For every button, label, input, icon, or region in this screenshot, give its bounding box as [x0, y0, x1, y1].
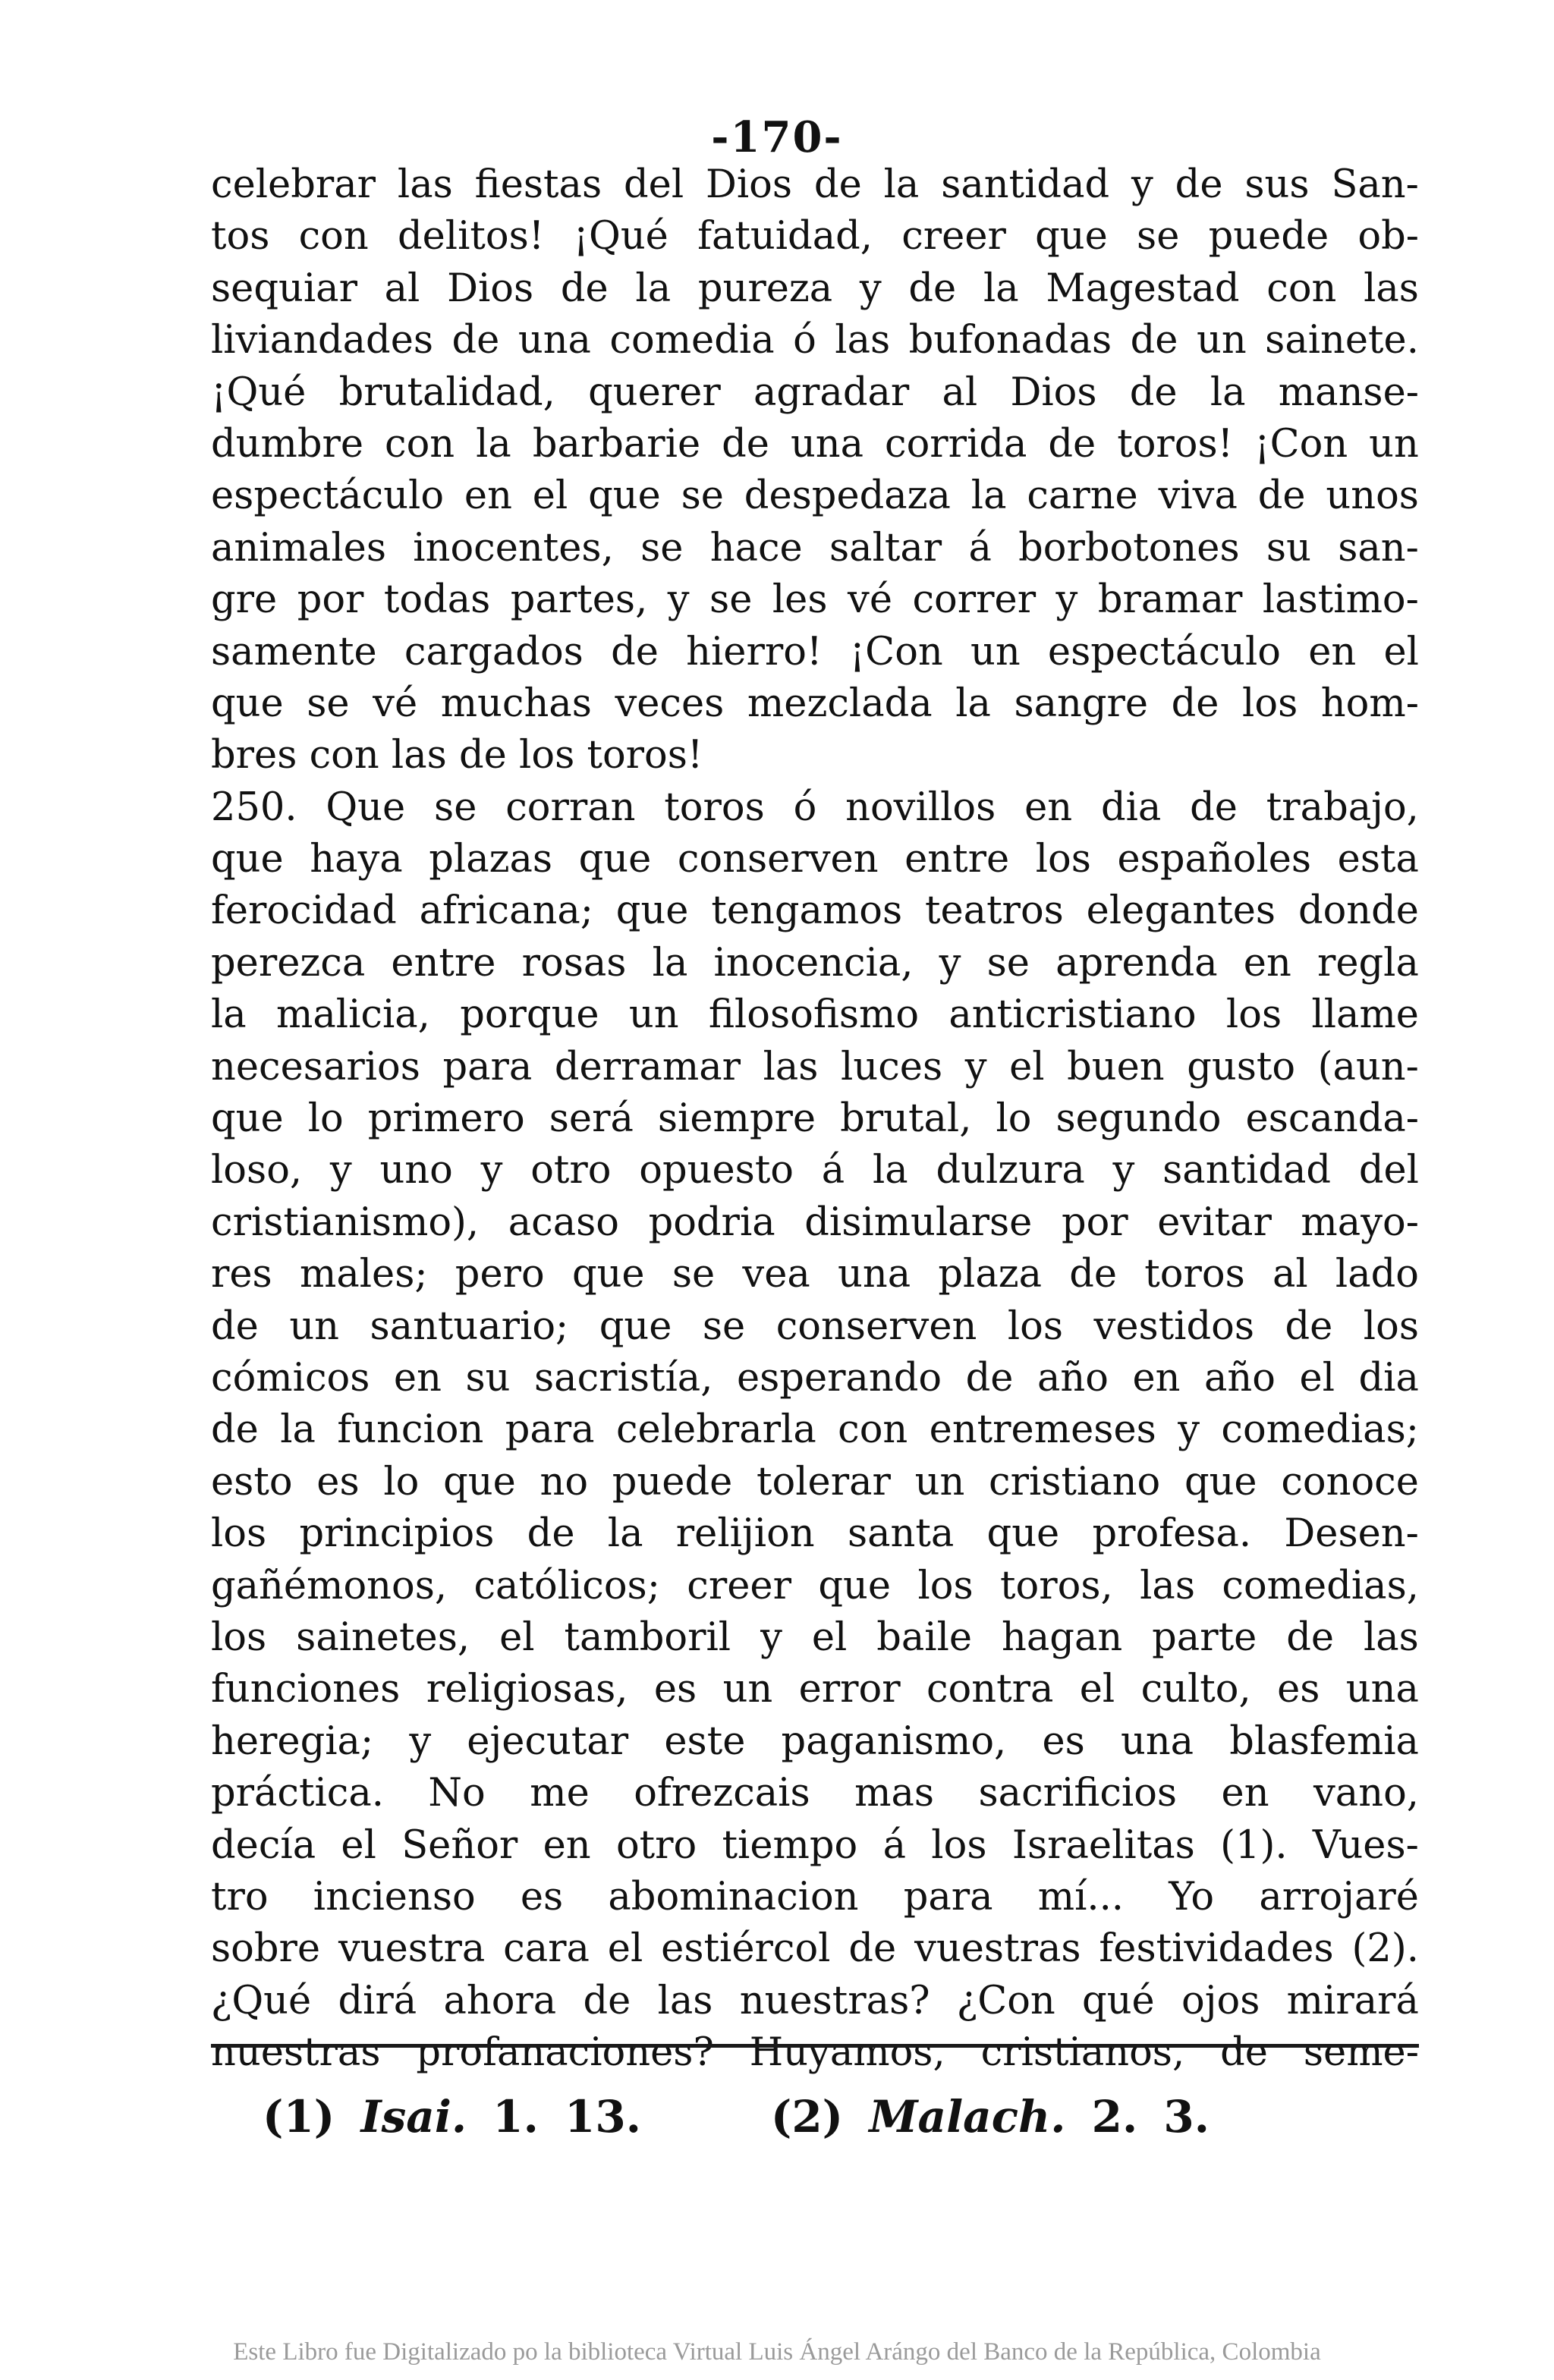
- footnote-ref-1: Isai.: [360, 2091, 467, 2143]
- text-line: la malicia, porque un filosofismo anticristiano los llame: [211, 992, 1419, 1038]
- text-line: de la funcion para celebrarla con entremeses y comedias;: [211, 1407, 1419, 1453]
- text-line: liviandades de una comedia ó las bufonadas de un sainete.: [211, 318, 1419, 363]
- text-line: dumbre con la barbarie de una corrida de toros! ¡Con un: [211, 421, 1419, 467]
- text-line: práctica. No me ofrezcais mas sacrificios en vano,: [211, 1771, 1419, 1816]
- text-line: 250. Que se corran toros ó novillos en dia de trabajo,: [211, 784, 1419, 830]
- text-line: res males; pero que se vea una plaza de toros al lado: [211, 1252, 1419, 1297]
- text-line: necesarios para derramar las luces y el buen gusto (aun-: [211, 1044, 1419, 1089]
- text-line: que se vé muchas veces mezclada la sangre de los hom-: [211, 681, 1419, 726]
- footnote-mark-2: (2): [770, 2091, 844, 2143]
- text-line: tro incienso es abominacion para mí... Yo arrojaré: [211, 1874, 1419, 1919]
- text-line: perezca entre rosas la inocencia, y se aprenda en regla: [211, 940, 1419, 986]
- footnote-mark-1: (1): [263, 2091, 335, 2143]
- text-line: gañémonos, católicos; creer que los toros, las comedias,: [211, 1563, 1419, 1608]
- text-line: cristianismo), acaso podria disimularse por evitar mayo-: [211, 1199, 1419, 1245]
- text-line: nuestras profanaciones? Huyamos, cristianos, de seme-: [211, 2030, 1419, 2076]
- digitization-credit: Este Libro fue Digitalizado po la biblioteca Virtual Luis Ángel Arángo del Banco de la República, Colombia: [233, 2338, 1321, 2366]
- text-line: animales inocentes, se hace saltar á borbotones su san-: [211, 525, 1419, 571]
- body-text: [211, 159, 1419, 2079]
- text-line: de un santuario; que se conserven los vestidos de los: [211, 1303, 1419, 1349]
- text-line: gre por todas partes, y se les vé correr y bramar lastimo-: [211, 577, 1419, 623]
- text-line: bres con las de los toros!: [211, 733, 703, 778]
- text-line: celebrar las fiestas del Dios de la santidad y de sus San-: [211, 162, 1419, 207]
- footnote-ref-2: Malach.: [869, 2091, 1066, 2143]
- text-line: tos con delitos! ¡Qué fatuidad, creer que se puede ob-: [211, 214, 1419, 259]
- footnote: [263, 2091, 1210, 2143]
- text-line: ¡Qué brutalidad, querer agradar al Dios de la manse-: [211, 369, 1419, 415]
- text-line: espectáculo en el que se despedaza la carne viva de unos: [211, 473, 1419, 519]
- text-line: funciones religiosas, es un error contra el culto, es una: [211, 1667, 1419, 1712]
- text-line: que lo primero será siempre brutal, lo segundo escanda-: [211, 1096, 1419, 1142]
- text-line: ferocidad africana; que tengamos teatros elegantes donde: [211, 888, 1419, 934]
- footnote-num-1: 1. 13.: [492, 2091, 641, 2143]
- text-line: esto es lo que no puede tolerar un cristiano que conoce: [211, 1459, 1419, 1504]
- text-line: heregia; y ejecutar este paganismo, es una blasfemia: [211, 1718, 1419, 1764]
- text-line: decía el Señor en otro tiempo á los Israelitas (1). Vues-: [211, 1822, 1419, 1868]
- text-line: los principios de la relijion santa que profesa. Desen-: [211, 1511, 1419, 1557]
- text-line: sobre vuestra cara el estiércol de vuestras festividades (2).: [211, 1926, 1419, 1972]
- text-line: ¿Qué dirá ahora de las nuestras? ¿Con qué ojos mirará: [211, 1978, 1419, 2023]
- text-line: loso, y uno y otro opuesto á la dulzura y santidad del: [211, 1148, 1419, 1193]
- text-line: samente cargados de hierro! ¡Con un espectáculo en el: [211, 629, 1419, 674]
- page-number: -170-: [711, 112, 843, 162]
- text-line: cómicos en su sacristía, esperando de año en año el dia: [211, 1355, 1419, 1401]
- text-line: los sainetes, el tamboril y el baile hagan parte de las: [211, 1614, 1419, 1660]
- text-line: sequiar al Dios de la pureza y de la Magestad con las: [211, 266, 1419, 311]
- footnote-divider: [211, 2044, 1419, 2048]
- text-line: que haya plazas que conserven entre los españoles esta: [211, 837, 1419, 882]
- footnote-num-2: 2. 3.: [1091, 2091, 1210, 2143]
